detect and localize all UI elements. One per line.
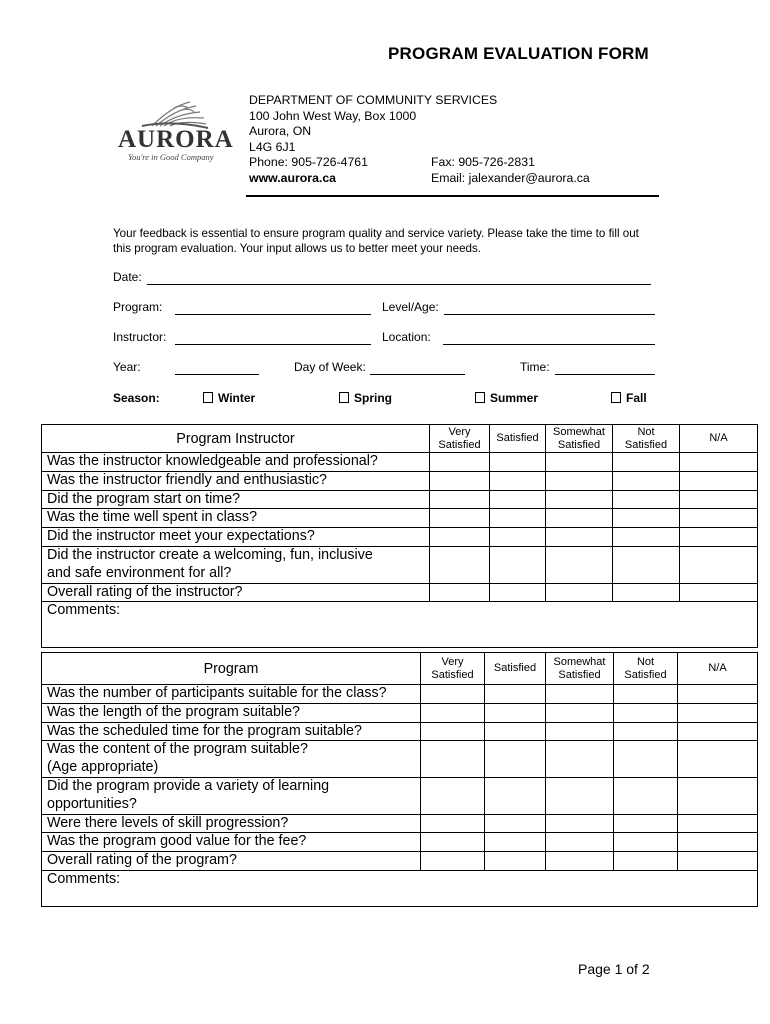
comments-row	[42, 870, 758, 906]
rating-cell[interactable]	[546, 852, 614, 871]
question-line: Did the program provide a variety of learning	[47, 777, 330, 794]
season-option-summer[interactable]: Summer	[475, 391, 538, 405]
rating-cell[interactable]	[421, 741, 485, 778]
rating-cell[interactable]	[678, 703, 758, 722]
checkbox-icon[interactable]	[339, 392, 349, 403]
rating-cell[interactable]	[546, 490, 613, 509]
rating-cell[interactable]	[678, 833, 758, 852]
col-not-satisfied: Not Satisfied	[613, 425, 680, 453]
season-option-fall[interactable]: Fall	[611, 391, 647, 405]
question-row	[42, 546, 758, 583]
comments-field[interactable]: Comments:	[42, 870, 758, 906]
rating-cell[interactable]	[546, 528, 613, 547]
question-line: Did the program start on time?	[47, 490, 241, 507]
rating-cell[interactable]	[678, 741, 758, 778]
rating-cell[interactable]	[490, 583, 546, 602]
rating-cell[interactable]	[421, 852, 485, 871]
rating-cell[interactable]	[490, 471, 546, 490]
rating-cell[interactable]	[678, 814, 758, 833]
location-label: Location:	[382, 330, 431, 344]
question-text	[42, 852, 421, 871]
question-row	[42, 777, 758, 814]
rating-cell[interactable]	[546, 583, 613, 602]
question-row	[42, 471, 758, 490]
rating-cell[interactable]	[680, 471, 758, 490]
question-text	[42, 814, 421, 833]
checkbox-icon[interactable]	[203, 392, 213, 403]
rating-cell[interactable]	[680, 528, 758, 547]
checkbox-icon[interactable]	[475, 392, 485, 403]
aurora-logo	[112, 100, 232, 180]
location-field[interactable]	[443, 344, 655, 345]
question-row	[42, 509, 758, 528]
rating-cell[interactable]	[680, 509, 758, 528]
question-line: Was the length of the program suitable?	[47, 703, 300, 720]
form-title: PROGRAM EVALUATION FORM	[388, 44, 649, 63]
col-satisfied: Satisfied	[485, 653, 546, 685]
instructor-label: Instructor:	[113, 330, 167, 344]
dept-email[interactable]: Email: jalexander@aurora.ca	[431, 170, 590, 185]
col-na: N/A	[680, 425, 758, 453]
time-label: Time:	[520, 360, 550, 374]
table-header-row	[42, 425, 758, 453]
rating-cell[interactable]	[421, 777, 485, 814]
rating-cell[interactable]	[546, 703, 614, 722]
rating-cell[interactable]	[680, 583, 758, 602]
comments-row	[42, 602, 758, 648]
rating-cell[interactable]	[546, 509, 613, 528]
table-header-row	[42, 653, 758, 685]
rating-cell[interactable]	[421, 722, 485, 741]
logo-wordmark: AURORA	[118, 126, 234, 153]
question-text	[42, 546, 430, 583]
question-line: Was the program good value for the fee?	[47, 833, 307, 850]
rating-cell[interactable]	[613, 528, 680, 547]
rating-cell[interactable]	[614, 685, 678, 704]
question-row	[42, 852, 758, 871]
rating-cell[interactable]	[490, 528, 546, 547]
rating-cell[interactable]	[430, 471, 490, 490]
rating-cell[interactable]	[430, 583, 490, 602]
question-line: Overall rating of the instructor?	[47, 583, 243, 600]
date-field[interactable]	[147, 284, 651, 285]
question-row	[42, 722, 758, 741]
question-row	[42, 741, 758, 778]
intro-text: Your feedback is essential to ensure program quality and service variety. Please take the time to fill out this program evaluation. Your input allows us to better meet your needs.	[113, 227, 639, 256]
instructor-field[interactable]	[175, 344, 371, 345]
rating-cell[interactable]	[421, 814, 485, 833]
dept-fax: Fax: 905-726-2831	[431, 155, 535, 170]
rating-cell[interactable]	[678, 685, 758, 704]
question-line: Overall rating of the program?	[47, 852, 237, 869]
col-not-satisfied: Not Satisfied	[614, 653, 678, 685]
rating-cell[interactable]	[430, 453, 490, 472]
rating-cell[interactable]	[613, 583, 680, 602]
program-field[interactable]	[175, 314, 371, 315]
level-age-field[interactable]	[444, 314, 655, 315]
rating-cell[interactable]	[485, 685, 546, 704]
rating-cell[interactable]	[430, 546, 490, 583]
season-option-winter[interactable]: Winter	[203, 391, 255, 405]
question-line: Were there levels of skill progression?	[47, 814, 289, 831]
question-line: and safe environment for all?	[47, 564, 232, 581]
question-text	[42, 777, 421, 814]
dept-name: DEPARTMENT OF COMMUNITY SERVICES	[249, 93, 498, 107]
department-info	[249, 93, 590, 187]
program-label: Program:	[113, 300, 163, 314]
rating-cell[interactable]	[490, 453, 546, 472]
rating-cell[interactable]	[430, 528, 490, 547]
question-text	[42, 528, 430, 547]
question-text	[42, 453, 430, 472]
question-text	[42, 471, 430, 490]
rating-cell[interactable]	[485, 722, 546, 741]
header-divider	[246, 195, 659, 197]
rating-cell[interactable]	[614, 703, 678, 722]
day-of-week-field[interactable]	[370, 374, 465, 375]
rating-cell[interactable]	[485, 703, 546, 722]
dept-city: Aurora, ON	[249, 124, 312, 139]
rating-cell[interactable]	[546, 814, 614, 833]
rating-cell[interactable]	[485, 777, 546, 814]
rating-cell[interactable]	[613, 471, 680, 490]
question-line: Was the scheduled time for the program suitable?	[47, 722, 362, 739]
dept-phone: Phone: 905-726-4761	[249, 155, 368, 170]
rating-cell[interactable]	[546, 453, 613, 472]
question-text	[42, 583, 430, 602]
dept-postal: L4G 6J1	[249, 139, 296, 154]
season-option-spring[interactable]: Spring	[339, 391, 392, 405]
question-text	[42, 722, 421, 741]
question-line: Was the content of the program suitable?	[47, 741, 308, 758]
rating-cell[interactable]	[613, 509, 680, 528]
logo-tagline: You're in Good Company	[128, 152, 214, 162]
rating-cell[interactable]	[680, 490, 758, 509]
rating-cell[interactable]	[613, 490, 680, 509]
rating-cell[interactable]	[490, 490, 546, 509]
season-label: Season:	[113, 391, 160, 405]
col-somewhat-satisfied: Somewhat Satisfied	[546, 425, 613, 453]
question-row	[42, 685, 758, 704]
question-row	[42, 703, 758, 722]
col-na: N/A	[678, 653, 758, 685]
rating-cell[interactable]	[546, 777, 614, 814]
question-row	[42, 833, 758, 852]
question-line: Did the instructor meet your expectations?	[47, 528, 315, 545]
question-row	[42, 583, 758, 602]
dept-website-link[interactable]: www.aurora.ca	[249, 170, 337, 185]
question-text	[42, 833, 421, 852]
question-line: opportunities?	[47, 795, 137, 812]
rating-cell[interactable]	[546, 471, 613, 490]
time-field[interactable]	[555, 374, 655, 375]
rating-cell[interactable]	[678, 777, 758, 814]
rating-cell[interactable]	[678, 852, 758, 871]
rating-cell[interactable]	[680, 546, 758, 583]
question-row	[42, 814, 758, 833]
rating-cell[interactable]	[614, 814, 678, 833]
rating-cell[interactable]	[485, 852, 546, 871]
year-label: Year:	[113, 360, 141, 374]
section-heading: Program Instructor	[42, 425, 430, 453]
rating-cell[interactable]	[678, 722, 758, 741]
rating-cell[interactable]	[546, 722, 614, 741]
section-heading: Program	[42, 653, 421, 685]
question-row	[42, 490, 758, 509]
rating-cell[interactable]	[485, 833, 546, 852]
question-text	[42, 703, 421, 722]
question-line: Was the number of participants suitable for the class?	[47, 685, 387, 701]
rating-cell[interactable]	[680, 453, 758, 472]
col-somewhat-satisfied: Somewhat Satisfied	[546, 653, 614, 685]
level-age-label: Level/Age:	[382, 300, 439, 314]
rating-cell[interactable]	[421, 703, 485, 722]
col-satisfied: Satisfied	[490, 425, 546, 453]
question-text	[42, 685, 421, 704]
rating-cell[interactable]	[546, 546, 613, 583]
rating-cell[interactable]	[421, 685, 485, 704]
rating-cell[interactable]	[490, 546, 546, 583]
question-line: Was the time well spent in class?	[47, 509, 258, 526]
rating-cell[interactable]	[614, 833, 678, 852]
year-field[interactable]	[175, 374, 259, 375]
rating-cell[interactable]	[613, 453, 680, 472]
rating-cell[interactable]	[614, 852, 678, 871]
program-evaluation-table	[41, 652, 758, 907]
rating-cell[interactable]	[614, 741, 678, 778]
question-text	[42, 741, 421, 778]
rating-cell[interactable]	[614, 722, 678, 741]
date-label: Date:	[113, 270, 142, 284]
question-line: Was the instructor friendly and enthusiastic?	[47, 471, 327, 488]
question-line: Was the instructor knowledgeable and professional?	[47, 453, 378, 469]
rating-cell[interactable]	[546, 741, 614, 778]
rating-cell[interactable]	[485, 741, 546, 778]
rating-cell[interactable]	[430, 490, 490, 509]
question-line: Did the instructor create a welcoming, fun, inclusive	[47, 546, 373, 563]
rating-cell[interactable]	[485, 814, 546, 833]
day-of-week-label: Day of Week:	[294, 360, 366, 374]
instructor-evaluation-table	[41, 424, 758, 648]
question-line: (Age appropriate)	[47, 759, 159, 776]
rating-cell[interactable]	[490, 509, 546, 528]
rating-cell[interactable]	[546, 833, 614, 852]
checkbox-icon[interactable]	[611, 392, 621, 403]
col-very-satisfied: Very Satisfied	[430, 425, 490, 453]
rating-cell[interactable]	[613, 546, 680, 583]
rating-cell[interactable]	[421, 833, 485, 852]
rating-cell[interactable]	[546, 685, 614, 704]
dept-address: 100 John West Way, Box 1000	[249, 108, 417, 123]
comments-field[interactable]: Comments:	[42, 602, 758, 648]
question-row	[42, 453, 758, 472]
question-text	[42, 509, 430, 528]
page-number: Page 1 of 2	[578, 961, 650, 977]
rating-cell[interactable]	[614, 777, 678, 814]
rating-cell[interactable]	[430, 509, 490, 528]
col-very-satisfied: Very Satisfied	[421, 653, 485, 685]
question-row	[42, 528, 758, 547]
question-text	[42, 490, 430, 509]
